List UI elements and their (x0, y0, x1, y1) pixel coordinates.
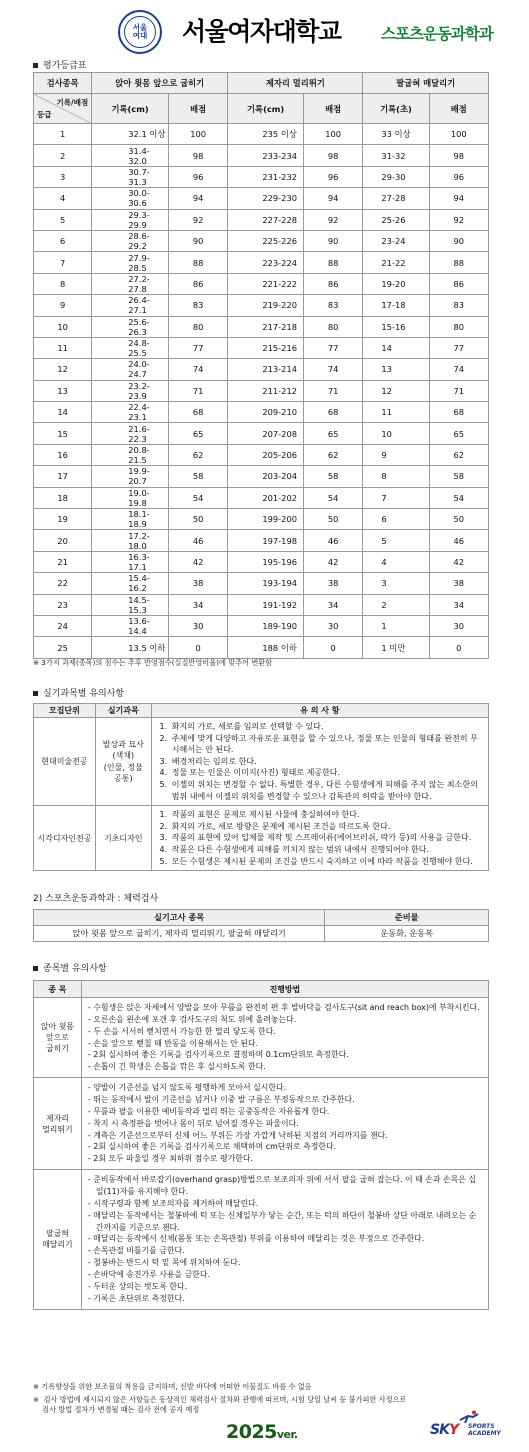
table-row (34, 380, 489, 401)
table-cell: 21.6-22.3 (92, 423, 169, 444)
table-cell: 233-234 (228, 145, 304, 166)
event-name-cell: 제자리 멀리뛰기 (34, 1078, 82, 1170)
grade-cell: 2 (34, 145, 92, 166)
emblem-text-bottom: 여대 (132, 31, 148, 40)
table-cell: 68 (168, 402, 227, 423)
list-item: - 2회 실시하여 좋은 기록을 검사기록으로 채택하며 cm단위로 측정한다. (87, 1142, 337, 1152)
header-event-1: 앉아 윗몸 앞으로 굽히기 (92, 73, 228, 94)
runner-icon (456, 1410, 482, 1424)
table-row (34, 230, 489, 251)
table-cell: 86 (168, 273, 227, 294)
table-cell: 62 (429, 444, 489, 465)
subheader: 기록(cm) (228, 94, 304, 124)
table-cell: 188 이하 (228, 637, 304, 658)
sports-section-title: 2) 스포츠운동과학과 : 체력검사 (33, 894, 159, 904)
table-cell: 68 (303, 402, 362, 423)
table-cell: 203-204 (228, 466, 304, 487)
table-cell: 88 (429, 252, 489, 273)
version-year: 2025ver. (226, 1421, 298, 1443)
table-row (34, 998, 489, 1078)
list-item: - 2회 실시하여 좋은 기록을 검사기록으로 결정하며 0.1cm단위로 측정한다. (87, 1050, 349, 1060)
table-cell: 50 (168, 509, 227, 530)
table-row (34, 637, 489, 658)
table-cell: 12 (363, 380, 429, 401)
table-cell: 18.1-18.9 (92, 509, 169, 530)
list-item: 3. 배경처리는 임의로 한다. (170, 756, 484, 768)
table-cell: 62 (303, 444, 362, 465)
table-cell: 27.2-27.8 (92, 273, 169, 294)
table-cell: 23.2-23.9 (92, 380, 169, 401)
table-cell: 71 (168, 380, 227, 401)
grade-cell: 7 (34, 252, 92, 273)
grade-cell: 1 (34, 124, 92, 145)
list-item: 2. 화지의 가로, 세로 방향은 문제에 제시된 조건을 따르도록 한다. (170, 821, 484, 833)
table-row (34, 209, 489, 230)
table-cell: 42 (429, 551, 489, 572)
subheader: 배점 (168, 94, 227, 124)
table-cell: 199-200 (228, 509, 304, 530)
table-row (34, 402, 489, 423)
list-item: 1. 화지의 가로, 세로를 임의로 선택할 수 있다. (170, 721, 484, 733)
table-cell: 86 (303, 273, 362, 294)
table-cell: 77 (303, 337, 362, 358)
table-row (34, 124, 489, 145)
table-cell: 88 (168, 252, 227, 273)
list-item: - 착지 시 측정판을 벗어나 몸이 뒤로 넘어질 경우는 파울이다. (87, 1118, 299, 1128)
table-cell: 50 (429, 509, 489, 530)
list-item: - 2회 모두 파울일 경우 최하위 점수로 평가한다. (87, 1154, 254, 1164)
grade-cell: 24 (34, 615, 92, 636)
table-cell: 21-22 (363, 252, 429, 273)
event-note-2: ※ 검사 방법에 제시되지 않은 사항들은 동상적인 체력검사 절차와 관행에 따르며, 시험 당일 날씨 등 불가피한 사정으로 검사 방법 절차가 변경될 때는 검사 전에 공지 예정 (33, 1395, 407, 1415)
notes-cell (151, 718, 488, 806)
table-cell: 83 (429, 295, 489, 316)
table-cell: 83 (303, 295, 362, 316)
table-row (34, 188, 489, 209)
bullet-square-icon (33, 63, 38, 68)
list-item: - 철봉바는 반드시 턱 밑 목에 위치하여 둔다. (87, 1258, 241, 1268)
table-cell: 96 (303, 166, 362, 187)
table-cell: 207-208 (228, 423, 304, 444)
table-cell: 50 (303, 509, 362, 530)
supplies-text: 운동화, 운동복 (325, 926, 489, 942)
table-row (34, 295, 489, 316)
table-cell: 229-230 (228, 188, 304, 209)
table-cell: 92 (429, 209, 489, 230)
table-row (34, 359, 489, 380)
grade-cell: 3 (34, 166, 92, 187)
table-cell: 19.9-20.7 (92, 466, 169, 487)
header-test-item: 검사종목 (34, 73, 92, 94)
table-cell: 0 (429, 637, 489, 658)
emblem-text-top: 서울 (132, 22, 148, 32)
subheader: 배점 (429, 94, 489, 124)
table-cell: 58 (429, 466, 489, 487)
practical-table-body (34, 718, 489, 871)
table-cell: 34 (303, 594, 362, 615)
table-cell: 68 (429, 402, 489, 423)
table-row (34, 423, 489, 444)
grade-cell: 16 (34, 444, 92, 465)
list-item: 5. 이젤의 위치는 변경할 수 없다. 특별한 경우, 다른 수험생에게 피해를 주지 않는 최소한의 범위 내에서 이젤의 위치를 변경할 수 있으나 감독관의 허락을 받아야 한다. (170, 779, 484, 802)
subheader: 기록(cm) (92, 94, 169, 124)
header-diagonal-cell: 기록/배점 등급 (34, 94, 92, 124)
table-cell: 42 (303, 551, 362, 572)
event-note-1: ※ 기록향상을 위한 보조물의 착용을 금지하며, 신발 바닥에 어떠한 이물질도 바를 수 없음 (33, 1382, 312, 1391)
header-method: 진행방법 (81, 981, 488, 998)
list-item: - 매달리는 동작에서는 철봉바에 턱 또는 신체일부가 닿는 순간, 또는 턱의 하단이 철봉바 상단 아래로 내려오는 순간까지를 기준으로 잰다. (87, 1210, 477, 1232)
table-cell: 90 (429, 230, 489, 251)
table-cell: 74 (429, 359, 489, 380)
table-cell: 209-210 (228, 402, 304, 423)
table-cell: 33 이상 (363, 124, 429, 145)
table-cell: 98 (429, 145, 489, 166)
grade-cell: 12 (34, 359, 92, 380)
table-cell: 193-194 (228, 573, 304, 594)
table-row (34, 573, 489, 594)
table-cell: 25.6-26.3 (92, 316, 169, 337)
table-row (34, 806, 489, 871)
table-cell: 42 (168, 551, 227, 572)
table-cell: 65 (429, 423, 489, 444)
table-cell: 27-28 (363, 188, 429, 209)
event-table-body (34, 998, 489, 1310)
grade-cell: 9 (34, 295, 92, 316)
list-item: - 시작구령과 함께 보조의자를 제거하여 매달린다. (87, 1198, 259, 1208)
table-cell: 4 (363, 551, 429, 572)
table-cell: 2 (363, 594, 429, 615)
table-cell: 22.4-23.1 (92, 402, 169, 423)
table-cell: 26.4-27.1 (92, 295, 169, 316)
table-cell: 30.7-31.3 (92, 166, 169, 187)
table-cell: 31.4-32.0 (92, 145, 169, 166)
notes-cell (151, 806, 488, 871)
table-cell: 24.0-24.7 (92, 359, 169, 380)
list-item: 2. 주제에 맞게 다양하고 자유로운 표현을 할 수 있으나, 정물 또는 인물의 형태를 완전히 무시해서는 안 된다. (170, 733, 484, 756)
table-row (34, 273, 489, 294)
subject-cell: 발상과 묘사 (색채) (인물, 정물 공통) (95, 718, 151, 806)
table-cell: 10 (363, 423, 429, 444)
table-cell: 215-216 (228, 337, 304, 358)
list-item: 4. 작품은 다른 수험생에게 피해를 끼치지 않는 범위 내에서 진행되어야 한다. (170, 844, 484, 856)
table-row (34, 337, 489, 358)
table-cell: 8 (363, 466, 429, 487)
table-cell: 83 (168, 295, 227, 316)
table-cell: 205-206 (228, 444, 304, 465)
grade-cell: 6 (34, 230, 92, 251)
table-cell: 58 (168, 466, 227, 487)
grade-cell: 14 (34, 402, 92, 423)
list-item: 1. 작품의 표현은 문제로 제시된 사물에 충실하여야 한다. (170, 809, 484, 821)
table-cell: 77 (429, 337, 489, 358)
subheader: 기록(초) (363, 94, 429, 124)
table-cell: 100 (303, 124, 362, 145)
table-cell: 30 (303, 615, 362, 636)
grade-cell: 10 (34, 316, 92, 337)
table-cell: 28.6-29.2 (92, 230, 169, 251)
list-item: - 준비동작에서 바로잡기(overhand grasp)방법으로 보조의자 위에 서서 팔을 굽혀 잡는다. 이 때 손과 손목은 십일(11)자를 유지해야 한다. (87, 1175, 477, 1197)
table-cell: 30.0-30.6 (92, 188, 169, 209)
table-cell: 191-192 (228, 594, 304, 615)
header-subject: 실기과목 (95, 704, 151, 718)
exam-items-text: 앉아 윗몸 앞으로 굽히기, 제자리 멀리뛰기, 팔굽혀 매달리기 (34, 926, 325, 942)
table-cell: 98 (168, 145, 227, 166)
grade-cell: 17 (34, 466, 92, 487)
table-cell: 225-226 (228, 230, 304, 251)
table-cell: 0 (168, 637, 227, 658)
table-cell: 65 (303, 423, 362, 444)
table-cell: 0 (303, 637, 362, 658)
table-cell: 27.9-28.5 (92, 252, 169, 273)
table-cell: 38 (168, 573, 227, 594)
exam-items-table (33, 909, 489, 942)
subject-cell: 기초디자인 (95, 806, 151, 871)
table-cell: 195-196 (228, 551, 304, 572)
table-row (34, 466, 489, 487)
grade-cell: 11 (34, 337, 92, 358)
grade-cell: 23 (34, 594, 92, 615)
list-item: - 두터운 상의는 벗도록 한다. (87, 1281, 188, 1291)
table-cell: 11 (363, 402, 429, 423)
list-item: - 두 손을 서서히 뻗치면서 가능한 한 멀리 닿도록 한다. (87, 1026, 276, 1036)
event-precautions-table (33, 980, 489, 1310)
table-cell: 65 (168, 423, 227, 444)
table-cell: 211-212 (228, 380, 304, 401)
table-cell: 201-202 (228, 487, 304, 508)
grade-cell: 20 (34, 530, 92, 551)
table-cell: 92 (168, 209, 227, 230)
grade-cell: 5 (34, 209, 92, 230)
table-cell: 96 (429, 166, 489, 187)
table-cell: 96 (168, 166, 227, 187)
table-row (34, 1170, 489, 1309)
grade-cell: 21 (34, 551, 92, 572)
table-cell: 98 (303, 145, 362, 166)
table-cell: 16.3-17.1 (92, 551, 169, 572)
table-cell: 1 (363, 615, 429, 636)
table-cell: 3 (363, 573, 429, 594)
table-cell: 54 (429, 487, 489, 508)
table-cell: 29-30 (363, 166, 429, 187)
table-row (34, 926, 489, 942)
table-cell: 13.5 이하 (92, 637, 169, 658)
table-cell: 100 (168, 124, 227, 145)
department-name: 스포츠운동과학과 (381, 25, 493, 43)
table-cell: 54 (168, 487, 227, 508)
table-cell: 17.2-18.0 (92, 530, 169, 551)
table-row (34, 530, 489, 551)
table-cell: 231-232 (228, 166, 304, 187)
grade-cell: 4 (34, 188, 92, 209)
table-cell: 217-218 (228, 316, 304, 337)
list-item: - 오른손을 왼손에 포갠 후 검사도구의 척도 위에 올려놓는다. (87, 1014, 297, 1024)
table-cell: 221-222 (228, 273, 304, 294)
table-row (34, 252, 489, 273)
grade-cell: 13 (34, 380, 92, 401)
table-cell: 235 이상 (228, 124, 304, 145)
grade-cell: 8 (34, 273, 92, 294)
grade-table-body (34, 124, 489, 659)
method-cell (81, 1078, 488, 1170)
page-header (0, 0, 529, 62)
table-cell: 80 (429, 316, 489, 337)
table-cell: 13.6-14.4 (92, 615, 169, 636)
table-cell: 6 (363, 509, 429, 530)
table-row (34, 487, 489, 508)
table-row (34, 1078, 489, 1170)
header-event-2: 제자리 멀리뛰기 (228, 73, 363, 94)
table-cell: 25-26 (363, 209, 429, 230)
table-cell: 71 (429, 380, 489, 401)
table-row (34, 166, 489, 187)
table-cell: 58 (303, 466, 362, 487)
table-cell: 90 (168, 230, 227, 251)
table-cell: 34 (168, 594, 227, 615)
bullet-square-icon (33, 691, 38, 696)
unit-cell: 현대미술전공 (34, 718, 96, 806)
table-cell: 223-224 (228, 252, 304, 273)
grade-note: ※ 3가지 과제(종목)의 점수는 추후 반영점수(실질반영비율)에 맞추어 변환함 (33, 658, 273, 667)
table-cell: 74 (168, 359, 227, 380)
header-unit: 모집단위 (34, 704, 96, 718)
table-cell: 71 (303, 380, 362, 401)
table-row (34, 316, 489, 337)
table-cell: 92 (303, 209, 362, 230)
header-event: 종 목 (34, 981, 82, 998)
table-cell: 23-24 (363, 230, 429, 251)
table-cell: 30 (429, 615, 489, 636)
table-cell: 46 (429, 530, 489, 551)
table-cell: 5 (363, 530, 429, 551)
header-supplies: 준비물 (325, 910, 489, 926)
table-cell: 31-32 (363, 145, 429, 166)
table-cell: 88 (303, 252, 362, 273)
table-cell: 14 (363, 337, 429, 358)
table-row (34, 551, 489, 572)
list-item: - 기록은 초단위로 측정한다. (87, 1293, 185, 1303)
subheader: 배점 (303, 94, 362, 124)
table-cell: 94 (429, 188, 489, 209)
table-cell: 77 (168, 337, 227, 358)
table-cell: 19.0-19.8 (92, 487, 169, 508)
table-cell: 24.8-25.5 (92, 337, 169, 358)
method-cell (81, 998, 488, 1078)
list-item: - 계측은 기준선으로부터 신체 어느 부위든 가장 가깝게 낙하된 지점의 거리까지를 잰다. (87, 1130, 388, 1140)
table-row (34, 509, 489, 530)
table-row (34, 615, 489, 636)
table-cell: 15-16 (363, 316, 429, 337)
sky-sports-academy-logo: SKY SPORTS ACADEMY (430, 1410, 512, 1446)
grade-cell: 18 (34, 487, 92, 508)
header-notes: 유 의 사 항 (151, 704, 488, 718)
list-item: - 손바닥에 송진가루 사용을 금한다. (87, 1270, 210, 1280)
table-cell: 80 (168, 316, 227, 337)
table-cell: 15.4-16.2 (92, 573, 169, 594)
list-item: - 양발이 기준선을 넘지 않도록 평행하게 모아서 실시한다. (87, 1083, 287, 1093)
table-cell: 1 미만 (363, 637, 429, 658)
list-item: - 손을 앞으로 뻗칠 때 반동을 이용해서는 안 된다. (87, 1038, 259, 1048)
table-cell: 46 (168, 530, 227, 551)
table-cell: 189-190 (228, 615, 304, 636)
list-item: - 매달리는 동작에서 신체(몸통 또는 손목관절) 부위를 이용하여 매달리는 것은 부정으로 간주한다. (87, 1234, 425, 1244)
bullet-square-icon (33, 966, 38, 971)
table-cell: 34 (429, 594, 489, 615)
table-row (34, 444, 489, 465)
list-item: - 수험생은 앉은 자세에서 양발을 모아 무릎을 완전히 편 후 발바닥을 검사도구(sit and reach box)에 부착시킨다. (87, 1003, 480, 1012)
table-cell: 46 (303, 530, 362, 551)
table-cell: 86 (429, 273, 489, 294)
table-row (34, 594, 489, 615)
university-name: 서울여자대학교 (182, 17, 341, 46)
table-cell: 100 (429, 124, 489, 145)
table-cell: 94 (168, 188, 227, 209)
table-cell: 62 (168, 444, 227, 465)
table-cell: 38 (429, 573, 489, 594)
grade-cell: 19 (34, 509, 92, 530)
grade-cell: 25 (34, 637, 92, 658)
table-cell: 9 (363, 444, 429, 465)
list-item: 3. 작품의 표현에 있어 입체물 제작 및 스프레이류(에어브러쉬, 락카 등)의 사용을 금한다. (170, 832, 484, 844)
table-cell: 29.3-29.9 (92, 209, 169, 230)
event-name-cell: 앉아 윗몸 앞으로 굽히기 (34, 998, 82, 1078)
list-item: - 무릎과 팔을 이용한 예비동작과 멀리 뛰는 공중동작은 자유롭게 한다. (87, 1106, 330, 1116)
table-cell: 13 (363, 359, 429, 380)
table-cell: 213-214 (228, 359, 304, 380)
table-cell: 197-198 (228, 530, 304, 551)
table-cell: 94 (303, 188, 362, 209)
table-cell: 32.1 이상 (92, 124, 169, 145)
table-cell: 30 (168, 615, 227, 636)
table-cell: 80 (303, 316, 362, 337)
practical-precautions-table (33, 703, 489, 871)
table-cell: 20.8-21.5 (92, 444, 169, 465)
header-exam-items: 실기고사 종목 (34, 910, 325, 926)
table-cell: 38 (303, 573, 362, 594)
table-cell: 90 (303, 230, 362, 251)
table-row (34, 718, 489, 806)
grade-cell: 22 (34, 573, 92, 594)
table-cell: 219-220 (228, 295, 304, 316)
table-cell: 227-228 (228, 209, 304, 230)
list-item: - 뛰는 동작에서 발이 기준선을 넘거나 이중 발 구름은 부정동작으로 간주한다. (87, 1095, 355, 1105)
event-name-cell: 팔굽혀 매달리기 (34, 1170, 82, 1309)
table-row (34, 145, 489, 166)
event-section-title: 종목별 유의사항 (33, 961, 107, 974)
table-cell: 54 (303, 487, 362, 508)
practical-section-title: 실기과목별 유의사항 (33, 686, 124, 699)
university-emblem-icon (118, 10, 162, 54)
unit-cell: 시각디자인전공 (34, 806, 96, 871)
grade-cell: 15 (34, 423, 92, 444)
list-item: 5. 모든 수험생은 제시된 문제의 조건을 반드시 숙지하고 이에 따라 작품을 진행해야 한다. (170, 856, 484, 868)
list-item: - 손톱이 긴 학생은 손톱을 깎은 후 실시하도록 한다. (87, 1062, 266, 1072)
header-event-3: 팔굽혀 매달리기 (363, 73, 489, 94)
table-cell: 17-18 (363, 295, 429, 316)
list-item: 4. 정물 또는 인물은 이미지(사진) 형태로 제공한다. (170, 767, 484, 779)
table-cell: 7 (363, 487, 429, 508)
table-cell: 19-20 (363, 273, 429, 294)
table-cell: 74 (303, 359, 362, 380)
method-cell (81, 1170, 488, 1309)
table-cell: 14.5-15.3 (92, 594, 169, 615)
grade-section-title: 평가등급표 (33, 58, 86, 71)
grade-table (33, 72, 489, 659)
list-item: - 손목관절 비틀기를 금한다. (87, 1246, 185, 1256)
